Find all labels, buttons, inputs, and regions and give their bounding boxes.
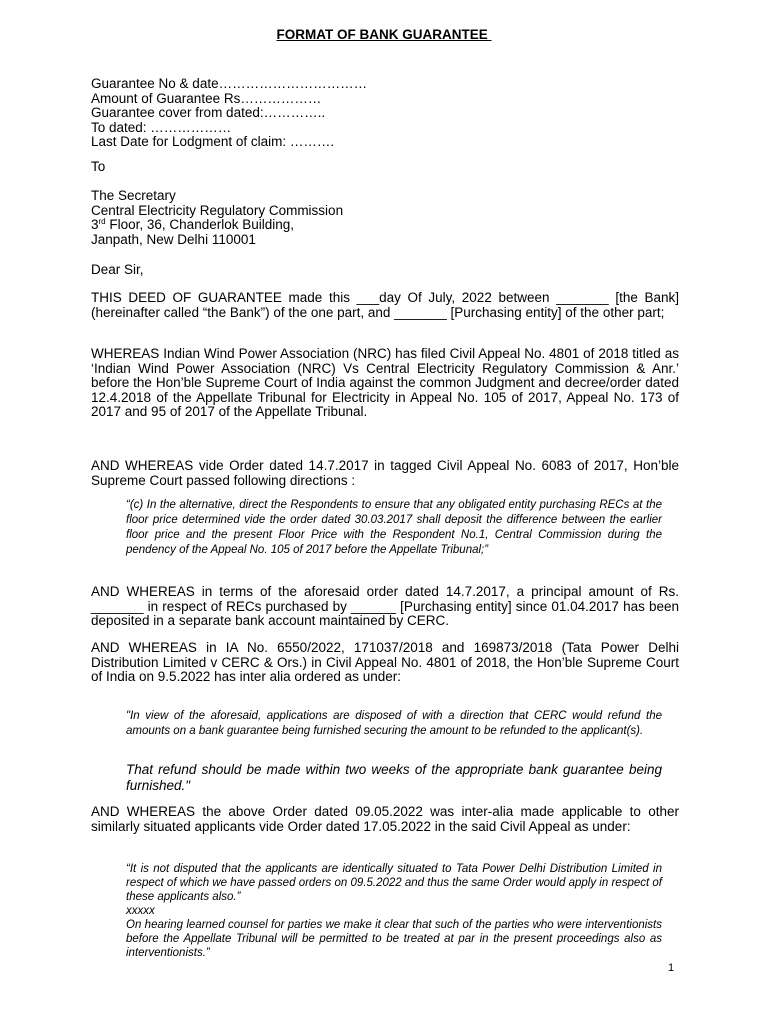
addressee-street: 3rd Floor, 36, Chanderlok Building,	[91, 217, 295, 233]
amount-field: Amount of Guarantee Rs………………	[91, 90, 322, 106]
deed-paragraph: THIS DEED OF GUARANTEE made this ___day Of July, 2022 between _______ [the Bank] (hereinafter called “the Bank”) of the one part, and _______ [Purchasing entity] of the other part;	[91, 290, 679, 320]
to-dated-field: To dated: ………………	[91, 119, 232, 135]
addressee-block	[91, 189, 679, 247]
guarantee-fields	[91, 77, 679, 150]
quote-omission-marker: xxxxx	[126, 905, 155, 917]
document-title: FORMAT OF BANK GUARANTEE	[276, 27, 492, 42]
to-label: To	[91, 159, 106, 174]
whereas-paragraph-1: WHEREAS Indian Wind Power Association (NRC) has filed Civil Appeal No. 4801 of 2018 titled as ‘Indian Wind Power Association (NRC) Vs Central Electricity Regulatory Commission & Anr.’ before the Hon’ble Supreme Court of India against the common Judgment and decree/order dated 12.4.2018 of the Appellate Tribunal for Electricity in Appeal No. 105 of 2017, Appeal No. 173 of 2017 and 95 of 2017 of the Appellate Tribunal.	[91, 346, 679, 420]
quote-order-part1: "In view of the aforesaid, applications are disposed of with a direction that CERC would refund the amounts on a bank guarantee being furnished securing the amount to be refunded to the applicant(s).	[126, 710, 662, 737]
whereas-paragraph-4: AND WHEREAS in IA No. 6550/2022, 171037/2018 and 169873/2018 (Tata Power Delhi Distribution Limited v CERC & Ors.) in Civil Appeal No. 4801 of 2018, the Hon’ble Supreme Court of India on 9.5.2022 has inter alia ordered as under:	[91, 640, 679, 685]
guarantee-no-field: Guarantee No & date……………………………	[91, 76, 368, 91]
quote-order-part2: That refund should be made within two weeks of the appropriate bank guarantee being furnished."	[126, 762, 662, 793]
cover-from-field: Guarantee cover from dated:…………..	[91, 105, 326, 121]
salutation: Dear Sir,	[91, 262, 144, 277]
quote-applicability-part2: On hearing learned counsel for parties we make it clear that such of the parties who were interventionists before the Appellate Tribunal will be permitted to be treated at par in the present proceedings also as interventionists.”	[126, 919, 662, 959]
whereas-paragraph-5: AND WHEREAS the above Order dated 09.05.2022 was inter-alia made applicable to other similarly situated applicants vide Order dated 17.05.2022 in the said Civil Appeal as under:	[91, 804, 679, 834]
page-number: 1	[668, 962, 675, 974]
quote-applicability	[126, 862, 662, 960]
addressee-org: Central Electricity Regulatory Commission	[91, 202, 344, 218]
quote-applicability-part1: “It is not disputed that the applicants are identically situated to Tata Power Delhi Distribution Limited in respect of which we have passed orders on 09.5.2022 and thus the same Order would apply in respect of these applicants also.”	[126, 863, 662, 903]
quote-directions: “(c) In the alternative, direct the Respondents to ensure that any obligated entity purchasing RECs at the floor price determined vide the order dated 30.03.2017 shall deposit the difference between the earlier floor price and the present Floor Price with the Respondent No.1, Central Commission during the pendency of the Appeal No. 105 of 2017 before the Appellate Tribunal;”	[126, 499, 662, 556]
lodgment-date-field: Last Date for Lodgment of claim: ……….	[91, 134, 335, 150]
addressee-title: The Secretary	[91, 188, 176, 203]
addressee-city: Janpath, New Delhi 110001	[91, 231, 256, 247]
whereas-paragraph-3: AND WHEREAS in terms of the aforesaid order dated 14.7.2017, a principal amount of Rs. _______ in respect of RECs purchased by ______ [Purchasing entity] since 01.04.2017 has been deposited in a separate bank account maintained by CERC.	[91, 584, 679, 629]
whereas-paragraph-2: AND WHEREAS vide Order dated 14.7.2017 in tagged Civil Appeal No. 6083 of 2017, Hon’ble Supreme Court passed following directions :	[91, 458, 679, 488]
